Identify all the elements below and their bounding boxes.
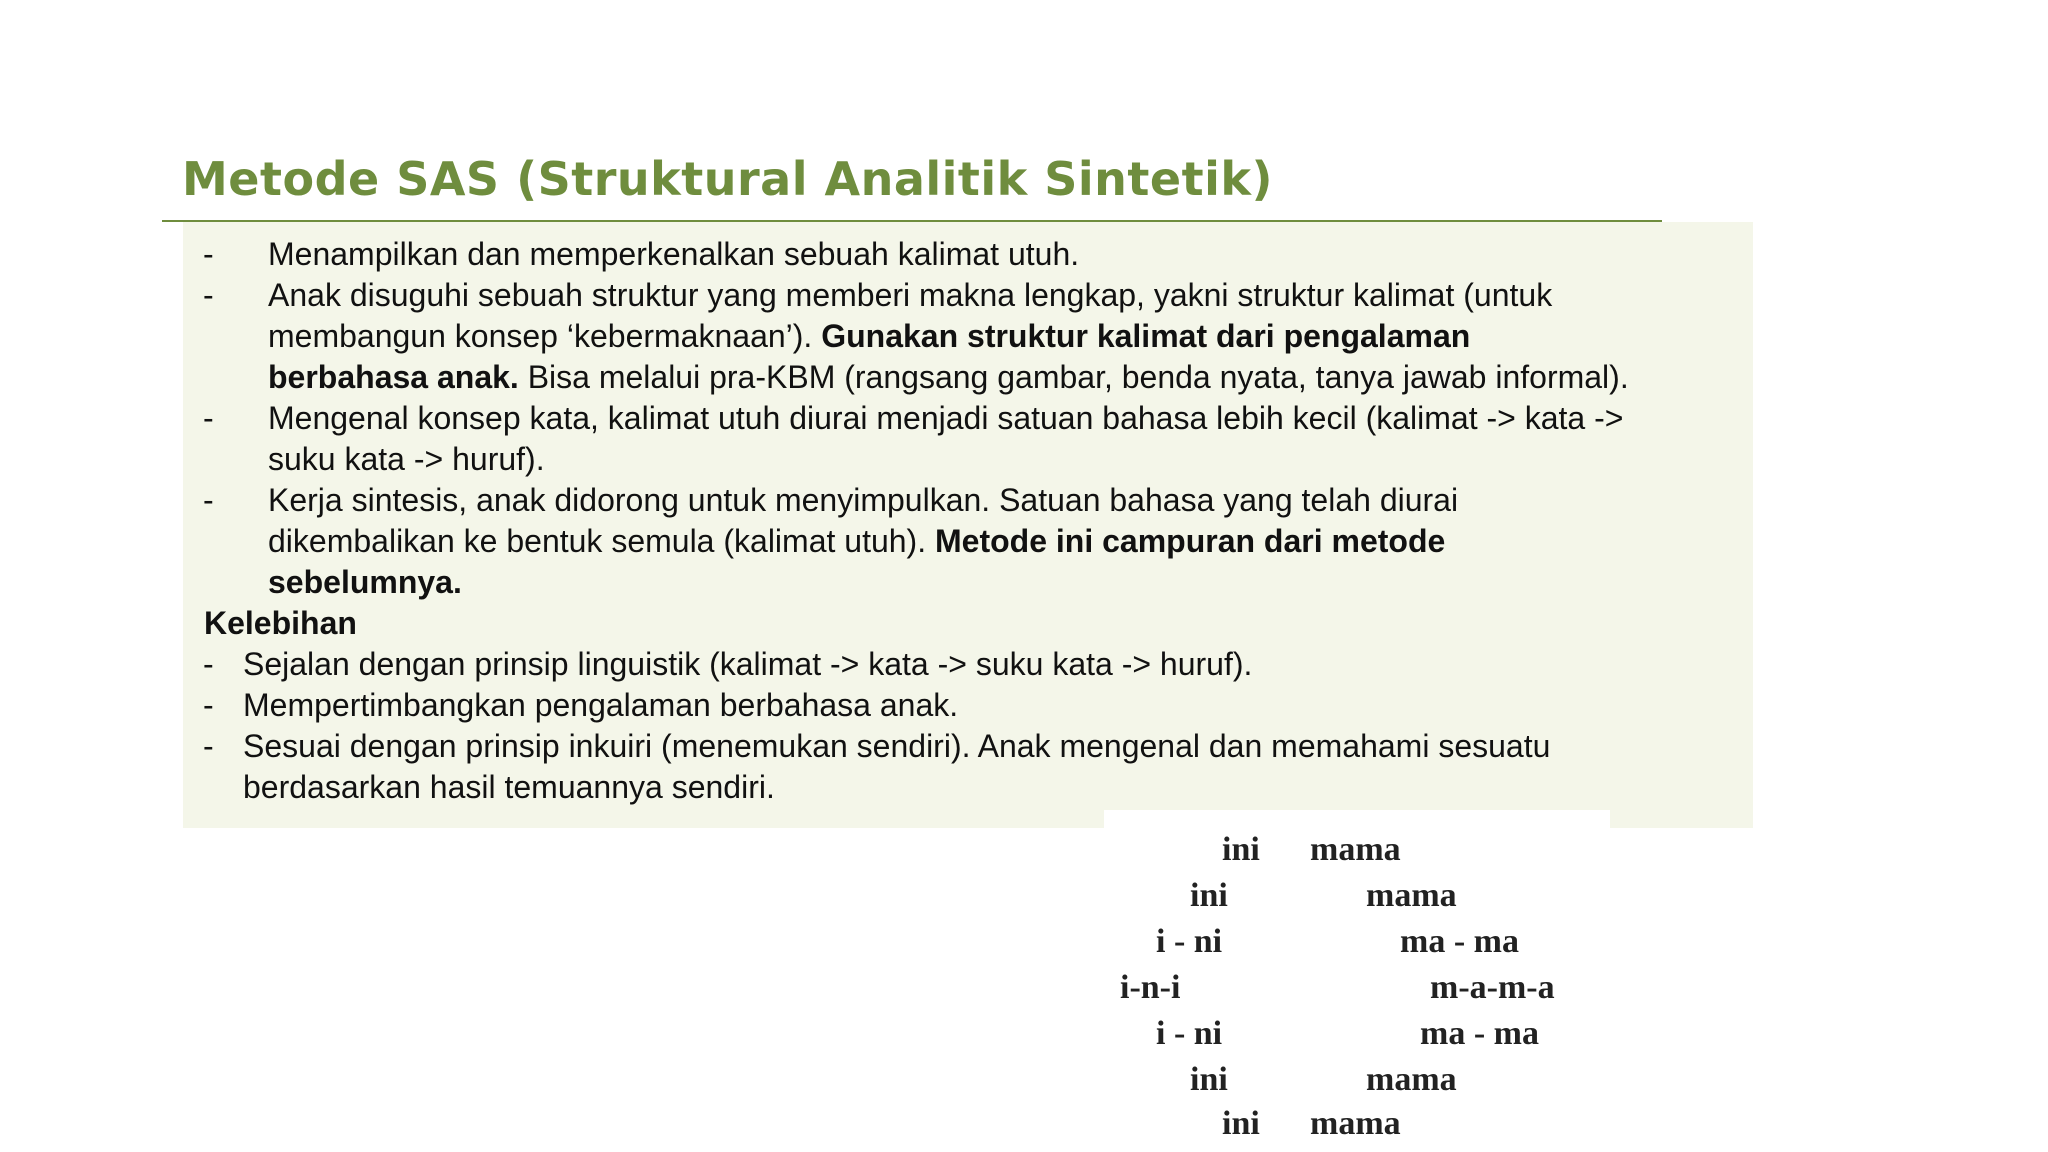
step-4-line-1: Kerja sintesis, anak didorong untuk menyimpulkan. Satuan bahasa yang telah diurai (268, 482, 1459, 518)
diagram-right-word: mama (1366, 1061, 1457, 1098)
bullet-dash: - (203, 482, 214, 518)
diagram-left-syllables: i - ni (1156, 923, 1223, 960)
diagram-left-word: ini (1222, 831, 1260, 868)
diagram-right-letters: m-a-m-a (1430, 969, 1555, 1006)
step-1-line-1: Menampilkan dan memperkenalkan sebuah kalimat utuh. (268, 236, 1080, 272)
diagram-left-word: ini (1190, 1061, 1228, 1098)
diagram-left-syllables: i - ni (1156, 1015, 1223, 1052)
advantage-3-line-1: Sesuai dengan prinsip inkuiri (menemukan sendiri). Anak mengenal dan memahami sesuatu (243, 728, 1551, 764)
diagram-right-word: mama (1310, 1105, 1401, 1142)
step-4-text: dikembalikan ke bentuk semula (kalimat utuh). (268, 523, 935, 559)
step-3-line-1: Mengenal konsep kata, kalimat utuh diurai menjadi satuan bahasa lebih kecil (kalimat -> kata -> (268, 400, 1624, 436)
advantages-heading: Kelebihan (204, 605, 357, 641)
slide-title: Metode SAS (Struktural Analitik Sintetik) (182, 152, 1273, 206)
diagram-right-syllables: ma - ma (1400, 923, 1519, 960)
step-2-emphasis: Gunakan struktur kalimat dari pengalaman (821, 318, 1471, 354)
step-2-emphasis-end: berbahasa anak. (268, 359, 519, 395)
step-3-line-2: suku kata -> huruf). (268, 441, 545, 477)
diagram-left-letters: i-n-i (1120, 969, 1181, 1006)
advantage-3-line-2: berdasarkan hasil temuannya sendiri. (243, 769, 775, 805)
bullet-dash: - (203, 646, 214, 682)
step-4-emphasis: Metode ini campuran dari metode (934, 523, 1446, 559)
diagram-left-word: ini (1190, 877, 1228, 914)
step-4-line-2 (268, 521, 1445, 561)
advantage-2: Mempertimbangkan pengalaman berbahasa anak. (243, 687, 959, 723)
advantage-1: Sejalan dengan prinsip linguistik (kalimat -> kata -> suku kata -> huruf). (243, 646, 1253, 682)
step-4-emphasis-end: sebelumnya. (268, 564, 462, 600)
bullet-dash: - (203, 277, 214, 313)
bullet-dash: - (203, 728, 214, 764)
bullet-dash: - (203, 236, 214, 272)
bullet-dash: - (203, 400, 214, 436)
step-4-line-3 (268, 562, 462, 602)
diagram-right-word: mama (1310, 831, 1401, 868)
step-2-line-1: Anak disuguhi sebuah struktur yang memberi makna lengkap, yakni struktur kalimat (untuk (268, 277, 1553, 313)
bullet-dash: - (203, 687, 214, 723)
diagram-right-word: mama (1366, 877, 1457, 914)
step-2-line-3 (268, 357, 1629, 397)
diagram-left-word: ini (1222, 1105, 1260, 1142)
step-2-text: membangun konsep ‘kebermaknaan’). (268, 318, 822, 354)
step-2-text-end: Bisa melalui pra-KBM (rangsang gambar, benda nyata, tanya jawab informal). (518, 359, 1629, 395)
step-2-line-2 (268, 316, 1470, 356)
diagram-right-syllables: ma - ma (1420, 1015, 1539, 1052)
